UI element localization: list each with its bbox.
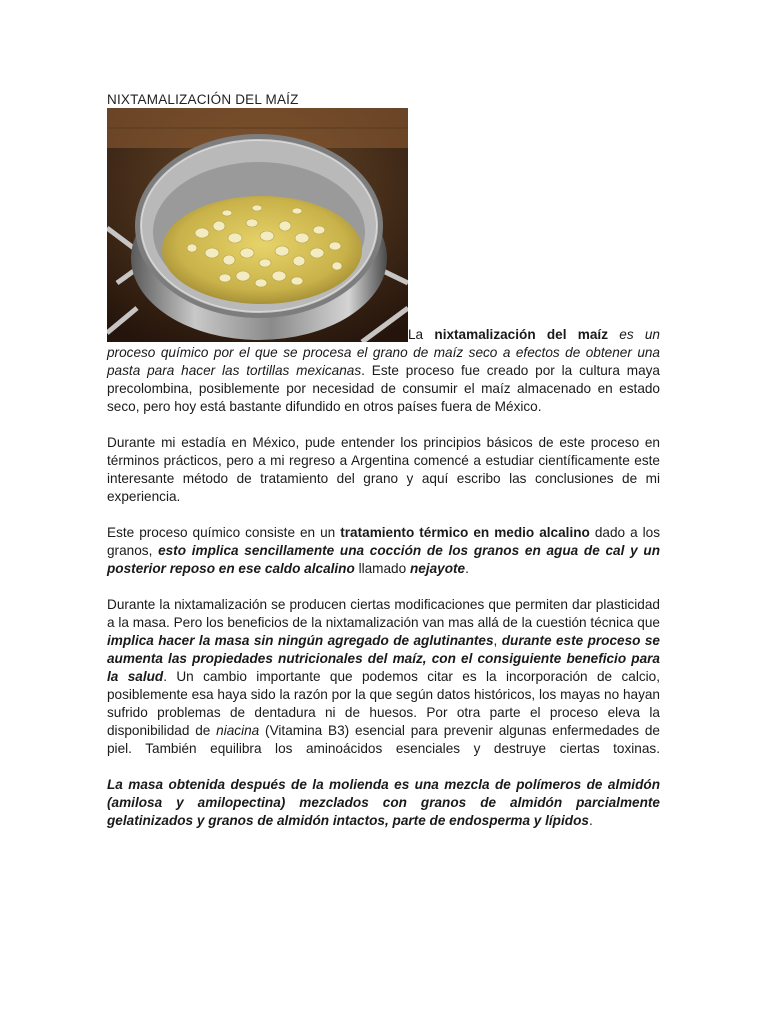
- p4-text-e: . Un cambio importante que podemos citar es la incorporación de calcio, posiblemente esa haya sido la razón por la que según datos históricos, los mayas no hayan sufrido problemas de dentadura ni de huesos. Por otra parte el proceso eleva la disponibilidad de: [107, 669, 660, 738]
- paragraph-5: [107, 776, 660, 830]
- p3-text-a: Este proceso químico consiste en un: [107, 525, 341, 540]
- p1-text-d: . Este proceso fue creado por la cultura maya precolombina, posiblemente por necesidad de consumir el maíz almacenado en estado seco, pero hoy está bastante difundido en otros países fuera de México.: [107, 363, 660, 414]
- p3-text-g: .: [465, 561, 469, 576]
- p4-bold-italic-2: durante este proceso se aumenta las propiedades nutricionales del maíz, con el consiguiente beneficio para la salud: [107, 633, 660, 684]
- cooking-pot-photo: [107, 108, 408, 342]
- paragraph-3: [107, 524, 660, 578]
- p4-text-a: Durante la nixtamalización se producen ciertas modificaciones que permiten dar plasticidad a la masa. Pero los beneficios de la nixtamalización van mas allá de la cuestión técnica que: [107, 597, 660, 630]
- p4-text-c: ,: [493, 633, 502, 648]
- p1-italic: es un proceso químico por el que se procesa el grano de maíz seco a efectos de obtener una pasta para hacer las tortillas mexicanas: [107, 327, 660, 378]
- p3-bold: tratamiento térmico en medio alcalino: [340, 525, 590, 540]
- paragraph-2: Durante mi estadía en México, pude entender los principios básicos de este proceso en términos prácticos, pero a mi regreso a Argentina comencé a estudiar científicamente este interesante método de tratamiento del grano y aquí escribo las conclusiones de mi experiencia.: [107, 435, 660, 504]
- p1-text-a: La: [408, 327, 435, 342]
- paragraph-1: [107, 326, 660, 416]
- p5-bold-italic: La masa obtenida después de la molienda es una mezcla de polímeros de almidón (amilosa y amilopectina) mezclados con granos de almidón parcialmente gelatinizados y granos de almidón intactos, parte de endosperma y lípidos: [107, 777, 660, 828]
- p4-bold-italic-1: implica hacer la masa sin ningún agregado de aglutinantes: [107, 633, 494, 648]
- p5-text-b: .: [588, 813, 593, 828]
- p3-text-c: dado a los granos,: [107, 525, 660, 558]
- p3-bold-italic: esto implica sencillamente una cocción de los granos en agua de cal y un posterior reposo en ese caldo alcalino: [107, 543, 660, 576]
- p1-bold-term: nixtamalización del maíz: [434, 327, 608, 342]
- p3-text-e: llamado: [354, 561, 410, 576]
- pot-illustration: [107, 108, 408, 342]
- article-body: [107, 326, 660, 848]
- page-title: NIXTAMALIZACIÓN DEL MAÍZ: [107, 92, 299, 107]
- p3-nejayote: nejayote: [409, 561, 466, 576]
- paragraph-4: [107, 596, 660, 758]
- p4-text-g: (Vitamina B3) esencial para prevenir algunas enfermedades de piel. También equilibra los aminoácidos esenciales y destruye ciertas toxinas.: [107, 723, 660, 756]
- p4-niacina: niacina: [216, 723, 260, 738]
